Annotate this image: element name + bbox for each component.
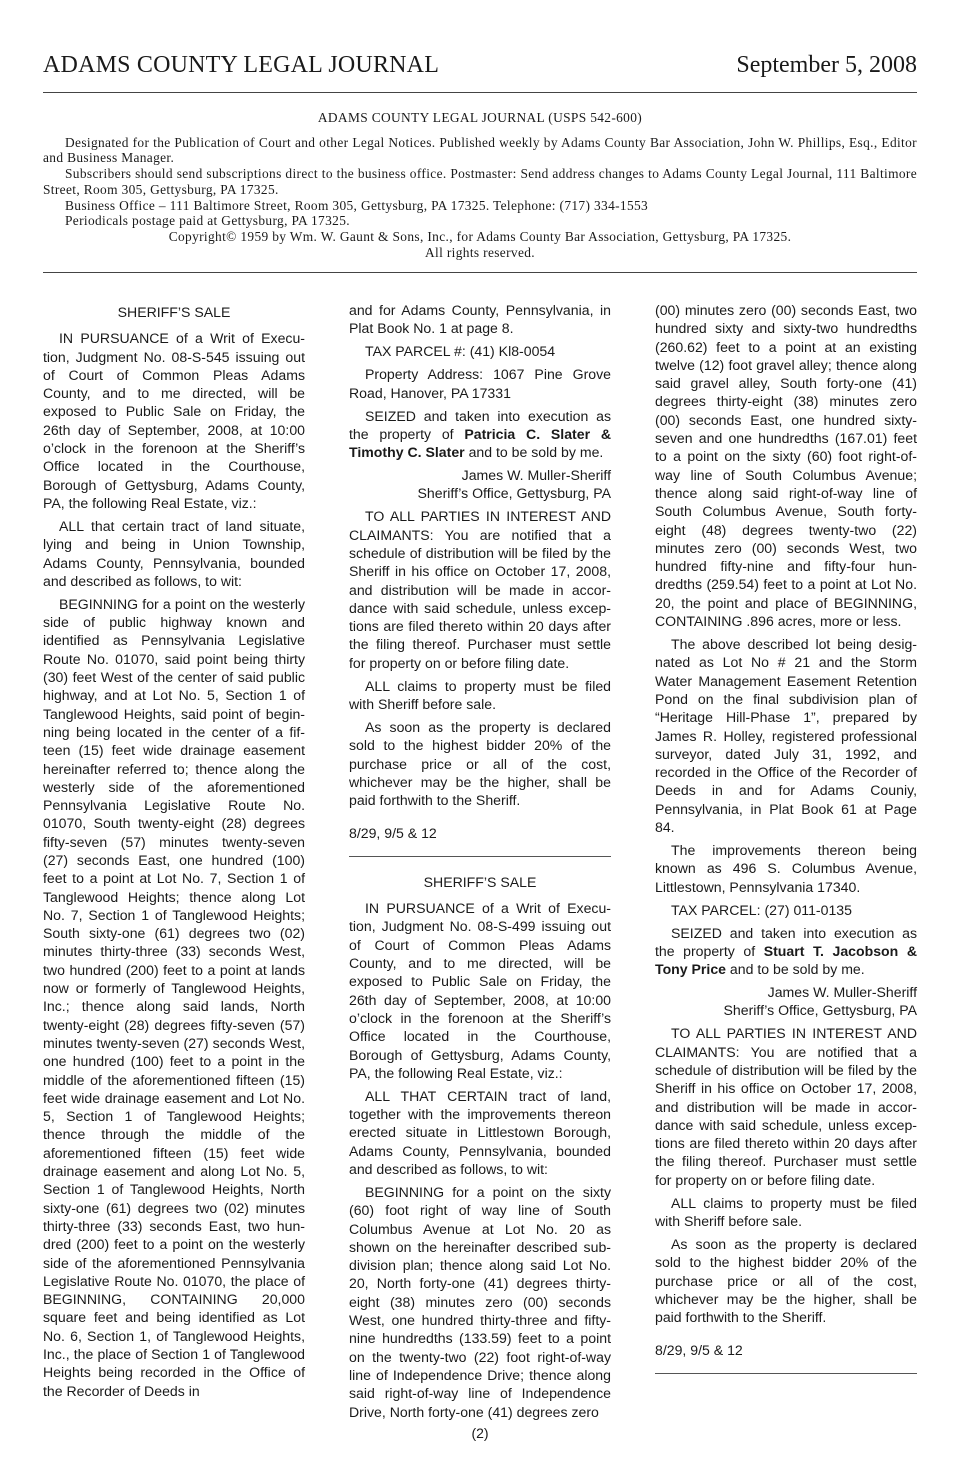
sheriff-signature: James W. Muller-Sheriff: [767, 984, 917, 1001]
property-address: Property Address: 1067 Pine Grove Road, Hanover, PA 17331: [349, 366, 611, 401]
tax-parcel: TAX PARCEL #: (41) Kl8-0054: [365, 343, 556, 360]
defendant-names: Stuart T. Jacobson & Tony Price: [655, 942, 917, 978]
notice-writ-paragraph: IN PURSUANCE of a Writ of Execution, Judgment No. 08-S-545 issuing out of Court of Common Pleas Adams County, and to me directed, will be exposed to Public Sale on Friday, the 26th day of September, 2008, at 10:00 o’clock in the forenoon at the Sheriff’s Office located in the Courthouse, Borough of Gettysburg, Adams County, PA, the following Real Estate, viz.:: [43, 330, 305, 511]
masthead-business-office: Business Office – 111 Baltimore Street, Room 305, Gettysburg, PA 17325. Telephone: (717) 334-1553: [65, 197, 649, 213]
notice-heading: SHERIFF’S SALE: [423, 873, 537, 890]
sheriff-office: Sheriff’s Office, Gettysburg, PA: [417, 485, 611, 502]
seized-intro: SEIZED and taken into execution as the property of: [655, 924, 917, 959]
distribution-notice: TO ALL PARTIES IN INTEREST AND CLAIMANTS: You are notified that a schedule of distribution will be filed by the Sheriff in his office on October 17, 2008, and distribution will be made in accordance with said schedule, unless exceptions are filed thereto within 20 days after the filing thereof. Purchaser must settle for property on or before filing date.: [655, 1025, 917, 1188]
claims-notice: ALL claims to property must be filed with Sheriff before sale.: [349, 677, 611, 713]
distribution-notice: TO ALL PARTIES IN INTEREST AND CLAIMANTS: You are notified that a schedule of distribution will be filed by the Sheriff in his office on October 17, 2008, and distribution will be made in accordance with said schedule, unless exceptions are filed thereto within 20 days after the filing thereof. Purchaser must settle for property on or before filing date.: [349, 508, 611, 671]
sheriff-office: Sheriff’s Office, Gettysburg, PA: [723, 1002, 917, 1019]
publication-dates: 8/29, 9/5 & 12: [655, 1341, 743, 1358]
lot-designation: The above described lot being designated as Lot No # 21 and the Storm Water Management Easement Retention Pond on the final subdivision plan of “Heritage Hill-Phase 1”, prepared by James R. Holley, registered professional surveyor, dated July 31, 1992, and recorded in the Office of the Recorder of Deeds in and for Adams Couniy, Pennsylvania, in Plat Book 61 at Page 84.: [655, 636, 917, 835]
notice-divider: [655, 1373, 917, 1374]
seized-paragraph: [655, 924, 917, 979]
notice-tract-paragraph: ALL THAT CERTAIN tract of land, together with the improvements thereon erected situate in Littlestown Borough, Adams County, Pennsylvania, bounded and described as follows, to wit:: [349, 1087, 611, 1177]
seized-outro: and to be sold by me.: [726, 961, 865, 978]
header-rule: [43, 92, 917, 93]
notice-divider: [349, 856, 611, 857]
claims-notice: ALL claims to property must be filed with Sheriff before sale.: [655, 1194, 917, 1230]
column-3: [655, 301, 917, 1390]
column-2: [349, 301, 611, 1426]
highest-bidder-notice: As soon as the property is declared sold to the highest bidder 20% of the purchase price or all of the cost, whichever may be the higher, shall be paid forthwith to the Sheriff.: [655, 1236, 917, 1326]
masthead-copyright: Copyright© 1959 by Wm. W. Gaunt & Sons, Inc., for Adams County Bar Association, Gettysburg, PA 17325.: [168, 228, 792, 244]
masthead-title: ADAMS COUNTY LEGAL JOURNAL (USPS 542-600): [317, 110, 643, 125]
masthead-rule: [43, 272, 917, 273]
page-header: [43, 52, 917, 84]
seized-paragraph: [349, 407, 611, 462]
issue-date: September 5, 2008: [736, 52, 917, 78]
journal-title: ADAMS COUNTY LEGAL JOURNAL: [43, 52, 440, 78]
improvements: The improvements thereon being known as 496 S. Columbus Avenue, Littlestown, Pennsylvania 17340.: [655, 841, 917, 895]
notice-description-paragraph: BEGINNING for a point on the sixty (60) foot right of way line of South Columbus Avenue at Lot No. 20 as shown on the hereinafter described subdivision plan; thence along said Lot No. 20, North forty-one (41) degrees thirty-eight (38) minutes zero (00) seconds West, one hundred thirty-three and fifty-nine hundredths (133.59) feet to a point on the twenty-two (22) foot right-of-way line of Independence Drive; thence along said right-of-way line of Independence Drive, North forty-one (41) degrees zero: [349, 1183, 611, 1420]
masthead-rights: All rights reserved.: [424, 244, 535, 260]
seized-intro: SEIZED and taken into execution as the property of: [349, 407, 611, 442]
sheriff-signature: James W. Muller-Sheriff: [461, 467, 611, 484]
page-number: (2): [471, 1425, 489, 1441]
seized-outro: and to be sold by me.: [464, 444, 604, 461]
publication-dates: 8/29, 9/5 & 12: [349, 824, 437, 841]
masthead-subscriptions: Subscribers should send subscriptions direct to the business office. Postmaster: Send address changes to Adams County Legal Journal, 111 Baltimore Street, Room 305, Gettysburg, PA 17325.: [43, 166, 917, 197]
highest-bidder-notice: As soon as the property is declared sold to the highest bidder 20% of the purchase price or all of the cost, whichever may be the higher, shall be paid forthwith to the Sheriff.: [349, 719, 611, 809]
notice-description-paragraph: BEGINNING for a point on the westerly side of public highway known and identified as Pennsylvania Legislative Route No. 01070, said point being thirty (30) feet West of the center of said public highway, and at Lot No. 5, Section 1 of Tanglewood Heights, said point of beginning being located in the center of a fifteen (15) feet wide drainage easement hereinafter referred to; thence along the westerly side of the aforementioned Pennsylvania Legislative Route No. 01070, South twenty-eight (28) degrees fifty-seven (57) minutes twenty-seven (27) seconds East, one hundred (100) feet to a point at Lot No. 7, Section 1 of Tanglewood Heights; thence along Lot No. 7, Section 1 of Tanglewood Heights; South sixty-one (61) degrees two (02) minutes thirty-three (33) seconds West, two hundred (200) feet to a point at lands now or formerly of Tanglewood Heights, Inc.; thence along said lands, North twenty-eight (28) degrees fifty-seven (57) minutes twenty-seven (27) seconds West, one hundred (100) feet to a point in the middle of the aforementioned fifteen (15) feet wide drainage easement and Lot No. 5, Section 1 of Tanglewood Heights; thence through the middle of the aforementioned fifteen (15) feet wide drainage easement and along Lot No. 5, Section 1 of Tanglewood Heights, North sixty-one (61) degrees two (02) minutes thirty-three (33) seconds East, two hundred (200) feet to a point on the westerly side of the aforementioned Pennsylvania Legislative Route No. 01070, the place of BEGINNING, CONTAINING 20,000 square feet and being identified as Lot No. 6, Section 1, of Tanglewood Heights, Inc., the place of Section 1 of Tanglewood Heights being recorded in the Office of the Recorder of Deeds in: [43, 595, 305, 1399]
masthead-postage: Periodicals postage paid at Gettysburg, PA 17325.: [65, 213, 350, 229]
description-continuation: (00) minutes zero (00) seconds East, two hundred sixty and sixty-two hundredths (260.62) feet to a point at an existing twelve (12) foot gravel alley; thence along said gravel alley, South forty-one (41) degrees thirty-eight (38) minutes zero (00) seconds East, one hundred sixty-seven and one hundredths (167.01) feet to a point on the sixty (60) foot right-of-way line of South Columbus Avenue; thence along said right-of-way line of South Columbus Avenue, South forty-eight (48) degrees twenty-two (22) minutes zero (00) seconds West, two hundred fifty-nine and fifty-four hundredths (259.54) feet to a point at Lot No. 20, the point and place of BEGINNING, CONTAINING .896 acres, more or less.: [655, 302, 917, 630]
notice-heading: SHERIFF’S SALE: [117, 304, 231, 320]
masthead-designation: Designated for the Publication of Court and other Legal Notices. Published weekly by Adams County Bar Association, John W. Phillips, Esq., Editor and Business Manager.: [43, 134, 917, 166]
notice-writ-paragraph: IN PURSUANCE of a Writ of Execution, Judgment No. 08-S-499 issuing out of Court of Common Pleas Adams County, and to me directed, will be exposed to Public Sale on Friday, the 26th day of September, 2008, at 10:00 o’clock in the forenoon at the Sheriff’s Office located in the Courthouse, Borough of Gettysburg, Adams County, PA, the following Real Estate, viz.:: [349, 900, 611, 1081]
masthead: [43, 110, 917, 260]
description-continuation: and for Adams County, Pennsylvania, in Plat Book No. 1 at page 8.: [349, 302, 611, 337]
defendant-names: Patricia C. Slater & Timothy C. Slater: [349, 425, 611, 461]
notice-tract-paragraph: ALL that certain tract of land situate, lying and being in Union Township, Adams County, Pennsylvania, bounded and described as follows, to wit:: [43, 517, 305, 589]
column-1: [43, 301, 305, 1405]
tax-parcel: TAX PARCEL: (27) 011-0135: [671, 901, 852, 918]
